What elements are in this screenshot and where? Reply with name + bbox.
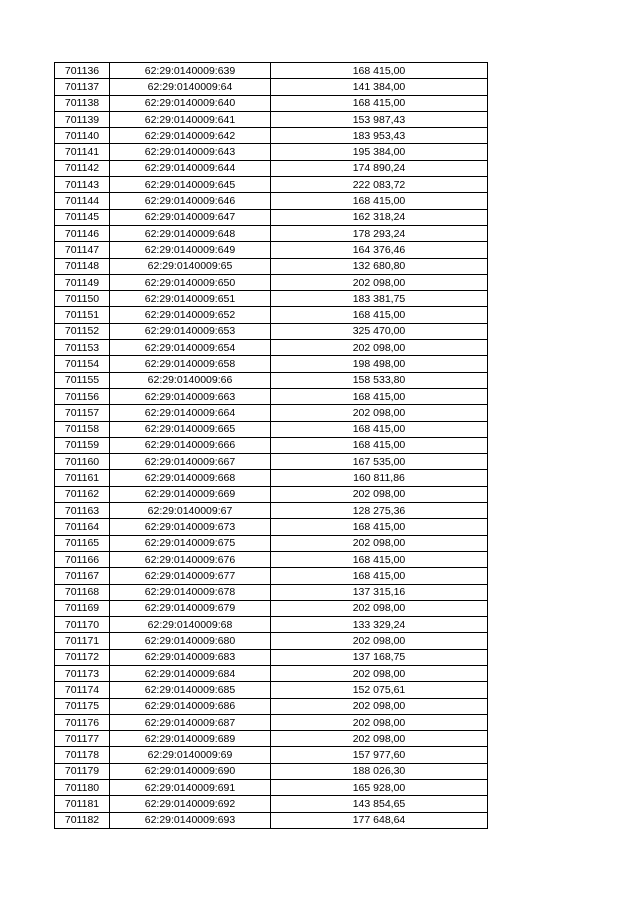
cadastral-value-cell: 183 381,75 [271,291,488,307]
cadastral-number-cell: 62:29:0140009:67 [110,503,271,519]
row-id-cell: 701143 [55,177,110,193]
cadastral-value-cell: 158 533,80 [271,372,488,388]
cadastral-value-cell: 202 098,00 [271,698,488,714]
cadastral-value-cell: 168 415,00 [271,568,488,584]
table-row [55,486,488,502]
table-row [55,568,488,584]
cadastral-value-cell: 325 470,00 [271,323,488,339]
cadastral-number-cell: 62:29:0140009:651 [110,291,271,307]
cadastral-value-cell: 168 415,00 [271,519,488,535]
cadastral-value-table [54,62,488,829]
row-id-cell: 701179 [55,763,110,779]
table-row [55,323,488,339]
table-row [55,258,488,274]
table-row [55,209,488,225]
table-row [55,763,488,779]
row-id-cell: 701159 [55,437,110,453]
row-id-cell: 701148 [55,258,110,274]
table-row [55,470,488,486]
cadastral-value-cell: 202 098,00 [271,731,488,747]
table-row [55,796,488,812]
cadastral-number-cell: 62:29:0140009:642 [110,128,271,144]
cadastral-number-cell: 62:29:0140009:665 [110,421,271,437]
table-row [55,177,488,193]
row-id-cell: 701169 [55,600,110,616]
table-row [55,95,488,111]
table-row [55,307,488,323]
row-id-cell: 701162 [55,486,110,502]
row-id-cell: 701157 [55,405,110,421]
row-id-cell: 701161 [55,470,110,486]
cadastral-number-cell: 62:29:0140009:668 [110,470,271,486]
cadastral-number-cell: 62:29:0140009:650 [110,274,271,290]
row-id-cell: 701168 [55,584,110,600]
cadastral-number-cell: 62:29:0140009:684 [110,665,271,681]
cadastral-number-cell: 62:29:0140009:66 [110,372,271,388]
row-id-cell: 701180 [55,780,110,796]
row-id-cell: 701149 [55,274,110,290]
cadastral-value-cell: 168 415,00 [271,421,488,437]
table-row [55,340,488,356]
table-row [55,780,488,796]
cadastral-value-cell: 183 953,43 [271,128,488,144]
cadastral-value-cell: 167 535,00 [271,454,488,470]
table-row [55,242,488,258]
cadastral-value-cell: 202 098,00 [271,714,488,730]
cadastral-number-cell: 62:29:0140009:663 [110,388,271,404]
table-row [55,388,488,404]
cadastral-number-cell: 62:29:0140009:677 [110,568,271,584]
cadastral-value-cell: 164 376,46 [271,242,488,258]
row-id-cell: 701147 [55,242,110,258]
cadastral-number-cell: 62:29:0140009:683 [110,649,271,665]
cadastral-value-cell: 202 098,00 [271,633,488,649]
cadastral-number-cell: 62:29:0140009:679 [110,600,271,616]
cadastral-value-cell: 132 680,80 [271,258,488,274]
row-id-cell: 701142 [55,160,110,176]
row-id-cell: 701158 [55,421,110,437]
row-id-cell: 701140 [55,128,110,144]
cadastral-number-cell: 62:29:0140009:644 [110,160,271,176]
row-id-cell: 701172 [55,649,110,665]
cadastral-number-cell: 62:29:0140009:687 [110,714,271,730]
cadastral-value-cell: 152 075,61 [271,682,488,698]
cadastral-value-cell: 177 648,64 [271,812,488,828]
cadastral-number-cell: 62:29:0140009:647 [110,209,271,225]
cadastral-value-cell: 133 329,24 [271,617,488,633]
row-id-cell: 701151 [55,307,110,323]
cadastral-number-cell: 62:29:0140009:693 [110,812,271,828]
table-row [55,356,488,372]
cadastral-number-cell: 62:29:0140009:676 [110,551,271,567]
cadastral-value-cell: 174 890,24 [271,160,488,176]
cadastral-value-cell: 202 098,00 [271,274,488,290]
cadastral-value-cell: 222 083,72 [271,177,488,193]
row-id-cell: 701137 [55,79,110,95]
cadastral-number-cell: 62:29:0140009:669 [110,486,271,502]
cadastral-value-cell: 137 315,16 [271,584,488,600]
table-row [55,63,488,79]
row-id-cell: 701178 [55,747,110,763]
cadastral-value-cell: 143 854,65 [271,796,488,812]
cadastral-number-cell: 62:29:0140009:666 [110,437,271,453]
cadastral-value-cell: 153 987,43 [271,111,488,127]
cadastral-value-cell: 168 415,00 [271,437,488,453]
cadastral-number-cell: 62:29:0140009:690 [110,763,271,779]
table-row [55,584,488,600]
cadastral-value-cell: 198 498,00 [271,356,488,372]
row-id-cell: 701175 [55,698,110,714]
cadastral-value-cell: 202 098,00 [271,600,488,616]
cadastral-number-cell: 62:29:0140009:692 [110,796,271,812]
table-row [55,503,488,519]
cadastral-value-cell: 165 928,00 [271,780,488,796]
cadastral-number-cell: 62:29:0140009:65 [110,258,271,274]
row-id-cell: 701170 [55,617,110,633]
row-id-cell: 701181 [55,796,110,812]
table-row [55,731,488,747]
table-row [55,714,488,730]
row-id-cell: 701146 [55,225,110,241]
cadastral-value-cell: 162 318,24 [271,209,488,225]
cadastral-value-cell: 202 098,00 [271,405,488,421]
table-row [55,160,488,176]
cadastral-value-cell: 202 098,00 [271,535,488,551]
cadastral-number-cell: 62:29:0140009:675 [110,535,271,551]
cadastral-value-cell: 202 098,00 [271,486,488,502]
cadastral-number-cell: 62:29:0140009:653 [110,323,271,339]
table-row [55,665,488,681]
row-id-cell: 701164 [55,519,110,535]
cadastral-number-cell: 62:29:0140009:652 [110,307,271,323]
table-row [55,812,488,828]
table-row [55,535,488,551]
table-body [55,63,488,829]
row-id-cell: 701166 [55,551,110,567]
table-row [55,454,488,470]
row-id-cell: 701141 [55,144,110,160]
cadastral-number-cell: 62:29:0140009:640 [110,95,271,111]
row-id-cell: 701163 [55,503,110,519]
cadastral-number-cell: 62:29:0140009:691 [110,780,271,796]
cadastral-number-cell: 62:29:0140009:648 [110,225,271,241]
cadastral-number-cell: 62:29:0140009:68 [110,617,271,633]
cadastral-number-cell: 62:29:0140009:686 [110,698,271,714]
table-row [55,372,488,388]
cadastral-number-cell: 62:29:0140009:654 [110,340,271,356]
table-row [55,79,488,95]
cadastral-value-cell: 137 168,75 [271,649,488,665]
table-row [55,747,488,763]
table-row [55,193,488,209]
cadastral-value-cell: 168 415,00 [271,307,488,323]
cadastral-number-cell: 62:29:0140009:658 [110,356,271,372]
cadastral-number-cell: 62:29:0140009:649 [110,242,271,258]
row-id-cell: 701139 [55,111,110,127]
cadastral-value-cell: 178 293,24 [271,225,488,241]
cadastral-value-cell: 157 977,60 [271,747,488,763]
cadastral-number-cell: 62:29:0140009:69 [110,747,271,763]
table-row [55,633,488,649]
row-id-cell: 701136 [55,63,110,79]
cadastral-value-cell: 168 415,00 [271,95,488,111]
table-row [55,291,488,307]
row-id-cell: 701160 [55,454,110,470]
row-id-cell: 701150 [55,291,110,307]
table-row [55,144,488,160]
row-id-cell: 701165 [55,535,110,551]
row-id-cell: 701174 [55,682,110,698]
cadastral-number-cell: 62:29:0140009:685 [110,682,271,698]
cadastral-value-cell: 168 415,00 [271,551,488,567]
table-row [55,225,488,241]
cadastral-number-cell: 62:29:0140009:643 [110,144,271,160]
cadastral-number-cell: 62:29:0140009:673 [110,519,271,535]
row-id-cell: 701152 [55,323,110,339]
table-row [55,617,488,633]
table-row [55,128,488,144]
row-id-cell: 701171 [55,633,110,649]
cadastral-number-cell: 62:29:0140009:667 [110,454,271,470]
row-id-cell: 701155 [55,372,110,388]
cadastral-number-cell: 62:29:0140009:689 [110,731,271,747]
row-id-cell: 701145 [55,209,110,225]
cadastral-value-cell: 168 415,00 [271,63,488,79]
table-row [55,437,488,453]
cadastral-number-cell: 62:29:0140009:639 [110,63,271,79]
cadastral-value-cell: 168 415,00 [271,388,488,404]
cadastral-value-cell: 202 098,00 [271,665,488,681]
table-row [55,519,488,535]
cadastral-value-cell: 168 415,00 [271,193,488,209]
cadastral-number-cell: 62:29:0140009:64 [110,79,271,95]
row-id-cell: 701173 [55,665,110,681]
table-row [55,600,488,616]
table-row [55,405,488,421]
row-id-cell: 701182 [55,812,110,828]
row-id-cell: 701176 [55,714,110,730]
table-row [55,698,488,714]
cadastral-value-cell: 195 384,00 [271,144,488,160]
table-row [55,649,488,665]
cadastral-number-cell: 62:29:0140009:646 [110,193,271,209]
table-row [55,682,488,698]
row-id-cell: 701167 [55,568,110,584]
cadastral-number-cell: 62:29:0140009:645 [110,177,271,193]
cadastral-number-cell: 62:29:0140009:680 [110,633,271,649]
cadastral-value-cell: 202 098,00 [271,340,488,356]
cadastral-number-cell: 62:29:0140009:678 [110,584,271,600]
cadastral-number-cell: 62:29:0140009:664 [110,405,271,421]
table-row [55,274,488,290]
table-row [55,111,488,127]
row-id-cell: 701154 [55,356,110,372]
table-row [55,551,488,567]
row-id-cell: 701177 [55,731,110,747]
cadastral-value-cell: 188 026,30 [271,763,488,779]
row-id-cell: 701156 [55,388,110,404]
cadastral-value-cell: 128 275,36 [271,503,488,519]
cadastral-number-cell: 62:29:0140009:641 [110,111,271,127]
cadastral-value-cell: 160 811,86 [271,470,488,486]
table-row [55,421,488,437]
cadastral-value-cell: 141 384,00 [271,79,488,95]
row-id-cell: 701138 [55,95,110,111]
row-id-cell: 701153 [55,340,110,356]
row-id-cell: 701144 [55,193,110,209]
document-page [54,62,488,829]
